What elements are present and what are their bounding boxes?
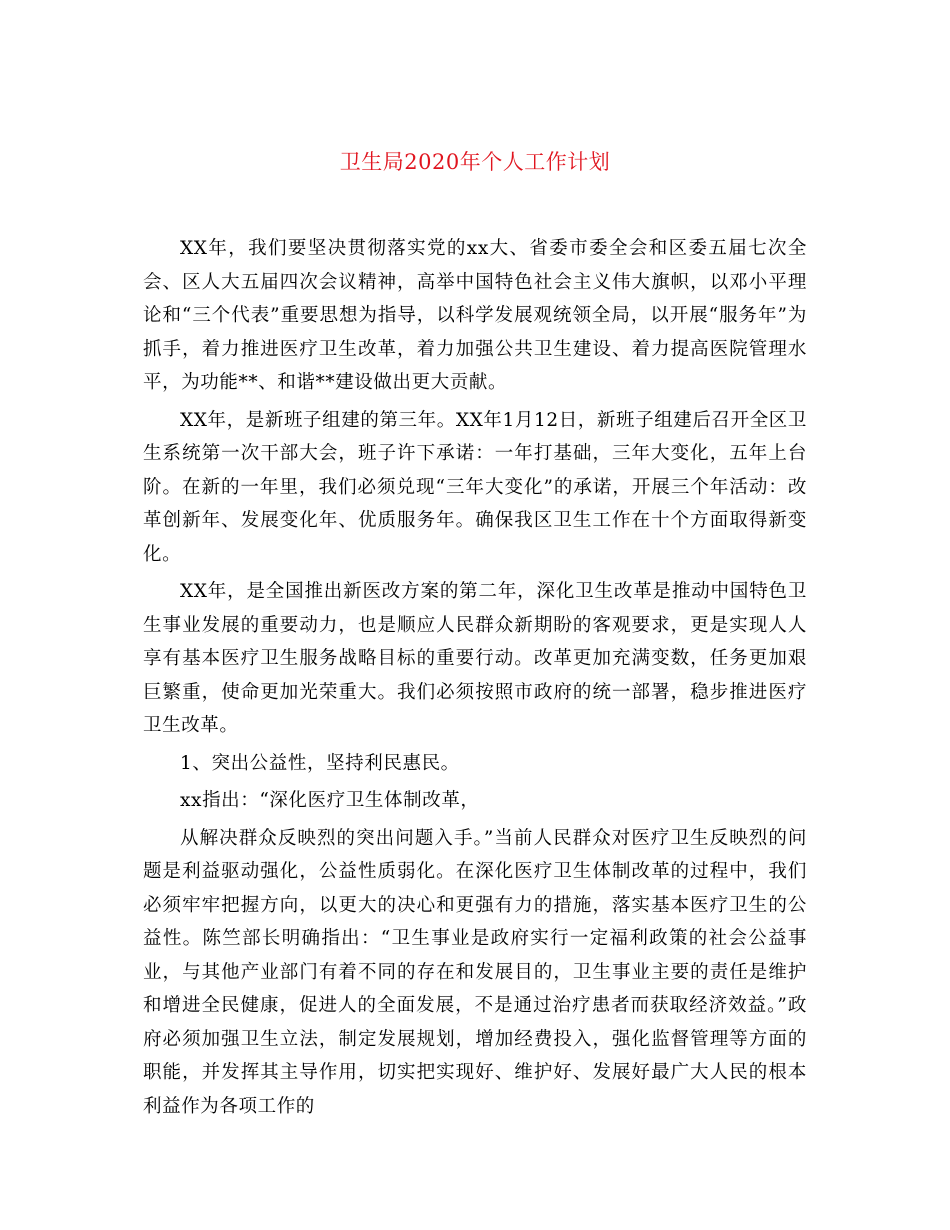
document-body [143, 232, 807, 1127]
paragraph-1: XX年，我们要坚决贯彻落实党的xx大、省委市委全会和区委五届七次全会、区人大五届四次会议精神，高举中国特色社会主义伟大旗帜，以邓小平理论和“三个代表”重要思想为指导，以科学发展观统领全局，以开展“服务年”为抓手，着力推进医疗卫生改革，着力加强公共卫生建设、着力提高医院管理水平，为功能**、和谐**建设做出更大贡献。 [143, 238, 807, 393]
paragraph-5: xx指出：“深化医疗卫生体制改革， [180, 790, 480, 811]
document-title: 卫生局2020年个人工作计划 [339, 150, 611, 174]
paragraph-3: XX年，是全国推出新医改方案的第二年，深化卫生改革是推动中国特色卫生事业发展的重要动力，也是顺应人民群众新期盼的客观要求，更是实现人人享有基本医疗卫生服务战略目标的重要行动。改革更加充满变数，任务更加艰巨繁重，使命更加光荣重大。我们必须按照市政府的统一部署，稳步推进医疗卫生改革。 [143, 581, 807, 736]
paragraph-4: 1、突出公益性，坚持利民惠民。 [180, 752, 460, 774]
paragraph-2: XX年，是新班子组建的第三年。XX年1月12日，新班子组建后召开全区卫生系统第一次干部大会，班子许下承诺：一年打基础，三年大变化，五年上台阶。在新的一年里，我们必须兑现“三年大变化”的承诺，开展三个年活动：改革创新年、发展变化年、优质服务年。确保我区卫生工作在十个方面取得新变化。 [143, 409, 807, 565]
paragraph-6: 从解决群众反映烈的突出问题入手。”当前人民群众对医疗卫生反映烈的问题是利益驱动强化，公益性质弱化。在深化医疗卫生体制改革的过程中，我们必须牢牢把握方向，以更大的决心和更强有力的措施，落实基本医疗卫生的公益性。陈竺部长明确指出：“卫生事业是政府实行一定福利政策的社会公益事业，与其他产业部门有着不同的存在和发展目的，卫生事业主要的责任是维护和增进全民健康，促进人的全面发展，不是通过治疗患者而获取经济效益。”政府必须加强卫生立法，制定发展规划，增加经费投入，强化监督管理等方面的职能，并发挥其主导作用，切实把实现好、维护好、发展好最广大人民的根本利益作为各项工作的 [143, 827, 807, 1117]
